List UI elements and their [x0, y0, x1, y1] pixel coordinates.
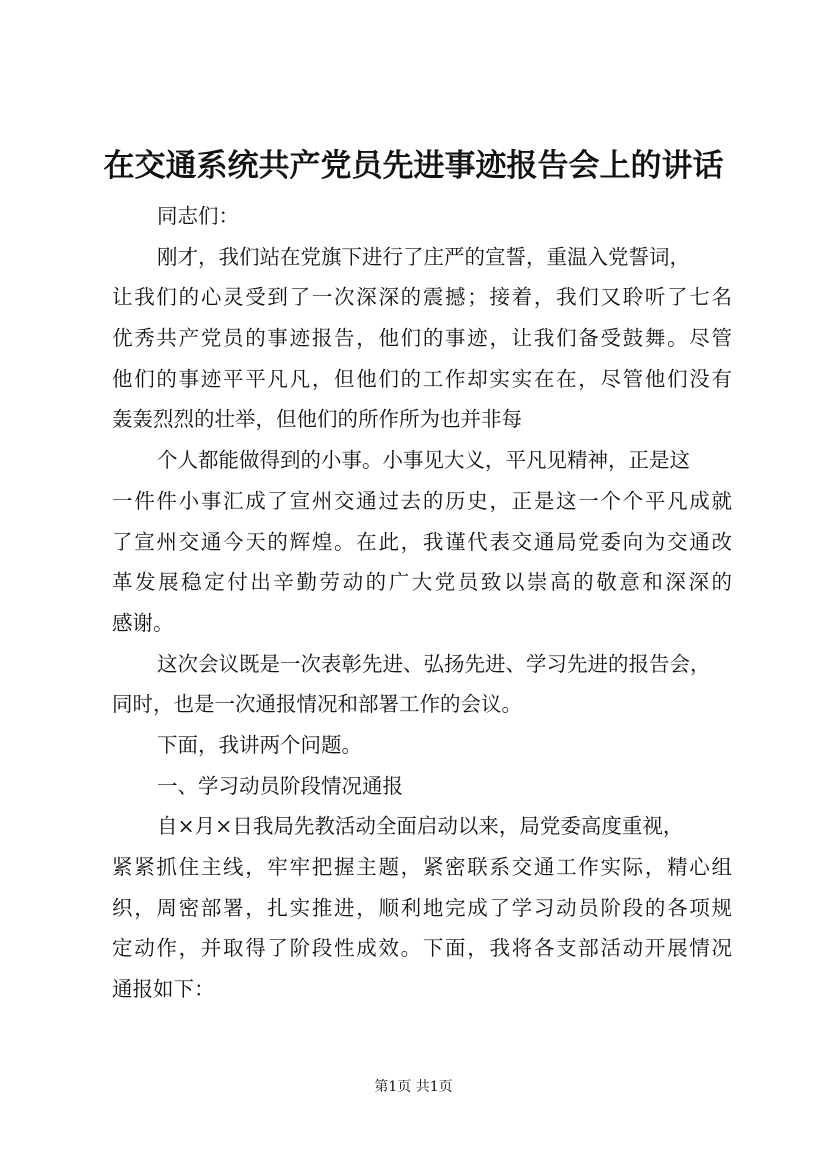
paragraph-line: 一件件小事汇成了宣州交通过去的历史，正是这一个个平凡成就: [112, 488, 732, 513]
paragraph-line: 刚才，我们站在党旗下进行了庄严的宣誓，重温入党誓词，: [157, 244, 690, 269]
paragraph-line: 自×月×日我局先教活动全面启动以来，局党委高度重视，: [157, 814, 684, 839]
paragraph-line: 轰轰烈烈的壮举，但他们的所作所为也并非每: [112, 407, 522, 432]
document-title: 在交通系统共产党员先进事迹报告会上的讲话: [103, 148, 724, 184]
paragraph-line: 下面，我讲两个问题。: [157, 732, 362, 757]
paragraph-line: 同时，也是一次通报情况和部署工作的会议。: [112, 692, 522, 717]
paragraph-line: 他们的事迹平平凡凡，但他们的工作却实实在在，尽管他们没有: [112, 366, 732, 391]
paragraph-line: 同志们：: [157, 204, 239, 228]
page-footer: 第1页 共1页: [374, 1079, 453, 1095]
paragraph-line: 了宣州交通今天的辉煌。在此，我谨代表交通局党委向为交通改: [112, 529, 732, 554]
paragraph-line: 感谢。: [112, 610, 174, 635]
paragraph-line: 通报如下：: [112, 977, 215, 1002]
paragraph-line: 优秀共产党员的事迹报告，他们的事迹，让我们备受鼓舞。尽管: [112, 326, 732, 351]
paragraph-line: 这次会议既是一次表彰先进、弘扬先进、学习先进的报告会，: [157, 651, 711, 676]
paragraph-line: 定动作，并取得了阶段性成效。下面，我将各支部活动开展情况: [112, 936, 732, 961]
document-body: [112, 196, 732, 1010]
paragraph-line: 紧紧抓住主线，牢牢把握主题，紧密联系交通工作实际，精心组: [112, 855, 732, 879]
paragraph-line: 让我们的心灵受到了一次深深的震撼；接着，我们又聆听了七名: [112, 285, 732, 310]
paragraph-line: 革发展稳定付出辛勤劳动的广大党员致以崇高的敬意和深深的: [112, 570, 732, 595]
paragraph-line: 织，周密部署，扎实推进，顺利地完成了学习动员阶段的各项规: [112, 895, 732, 920]
paragraph-line: 个人都能做得到的小事。小事见大义，平凡见精神，正是这: [157, 448, 690, 473]
section-heading: 一、学习动员阶段情况通报: [157, 773, 403, 798]
